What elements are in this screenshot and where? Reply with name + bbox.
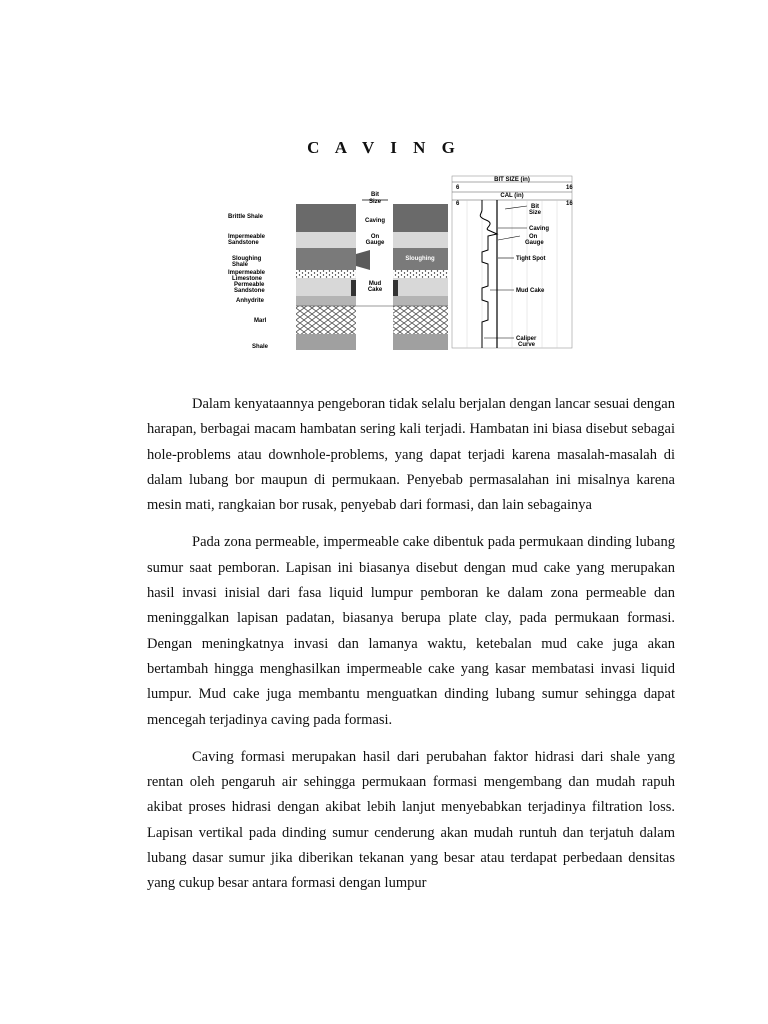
label-brittle-shale: Brittle Shale xyxy=(228,214,264,220)
label-size: Size xyxy=(368,199,382,205)
caliper-log xyxy=(452,176,573,348)
label-impermeable-2: Impermeable xyxy=(228,270,266,276)
log-max-2: 16 xyxy=(566,201,573,207)
log-label-gauge: Gauge xyxy=(525,240,544,246)
label-permeable: Permeable xyxy=(234,282,265,288)
label-cake: Cake xyxy=(367,287,383,293)
caving-figure xyxy=(220,170,580,352)
label-limestone: Limestone xyxy=(232,276,263,282)
log-label-caliper: Caliper xyxy=(516,336,537,342)
label-sloughing: Sloughing xyxy=(232,256,262,262)
label-sloughing-center: Sloughing xyxy=(405,256,435,262)
log-label-caving: Caving xyxy=(529,226,550,232)
body-text xyxy=(147,392,675,909)
sloughing-shape xyxy=(356,250,370,270)
mud-cake-left xyxy=(351,280,356,296)
label-impermeable-1: Impermeable xyxy=(228,234,266,240)
formation-column-right xyxy=(393,204,448,350)
label-anhydrite: Anhydrite xyxy=(236,298,265,304)
paragraph-2: Pada zona permeable, impermeable cake dibentuk pada permukaan dinding lubang sumur saat pemboran. Lapisan ini biasanya disebut dengan mud cake yang merupakan hasil invasi inisial dari fasa liquid lumpur pemboran ke dalam zona permeable dan meninggalkan lapisan padatan, biasanya berupa plate clay, pada permukaan formasi. Dengan meningkatnya invasi dan lamanya waktu, ketebalan mud cake juga akan bertambah hingga menghasilkan impermeable cake yang kasar membatasi invasi liquid lumpur. Mud cake juga membantu menguatkan dinding lubang sumur sehingga dapat mencegah terjadinya caving pada formasi. xyxy=(147,534,675,728)
label-shale-2: Shale xyxy=(252,344,269,350)
paragraph-3: Caving formasi merupakan hasil dari perubahan faktor hidrasi dari shale yang rentan oleh pengaruh air sehingga permukaan formasi mengembang dan mudah rapuh akibat proses hidrasi dengan akibat lebih lanjut menyebabkan terjadinya filtration loss. Lapisan vertikal pada dinding sumur cenderung akan mudah runtuh dan terjatuh dalam lubang dasar sumur jika diberikan tekanan yang besar atau terdapat perbedaan densitas yang cukup besar antara formasi dengan lumpur xyxy=(147,748,675,892)
log-bit-size-header: BIT SIZE (in) xyxy=(494,177,530,183)
log-max-1: 16 xyxy=(566,185,573,191)
paragraph-1: Dalam kenyataannya pengeboran tidak selalu berjalan dengan lancar sesuai dengan harapan, berbagai macam hambatan sering kali terjadi. Hambatan ini biasa disebut sebagai hole-problems atau downhole-problems, yang dapat terjadi karena masalah-masalah di dalam lubang bor maupun di permukaan. Penyebab permasalahan ini misalnya karena mesin mati, rangkaian bor rusak, penyebab dari formasi, dan lain sebagainya xyxy=(147,396,675,514)
log-cal-header: CAL (in) xyxy=(500,193,524,199)
label-gauge: Gauge xyxy=(365,240,385,246)
label-caving: Caving xyxy=(364,218,386,224)
log-label-bit: Bit xyxy=(531,204,539,210)
log-label-curve: Curve xyxy=(518,342,536,348)
label-bit: Bit xyxy=(371,192,379,198)
log-label-size: Size xyxy=(529,210,542,216)
log-label-mud-cake: Mud Cake xyxy=(516,288,545,294)
label-sandstone-2: Sandstone xyxy=(234,288,265,294)
label-shale-1: Shale xyxy=(232,262,249,268)
label-marl: Marl xyxy=(254,318,267,324)
page-title: C A V I N G xyxy=(307,138,461,157)
formation-column-left xyxy=(296,204,356,350)
log-label-on: On xyxy=(529,234,538,240)
log-min-2: 6 xyxy=(456,201,460,207)
label-on: On xyxy=(370,234,380,240)
log-label-tight-spot: Tight Spot xyxy=(516,256,546,262)
label-mud: Mud xyxy=(368,281,382,287)
mud-cake-right xyxy=(393,280,398,296)
label-sandstone-1: Sandstone xyxy=(228,240,259,246)
log-min-1: 6 xyxy=(456,185,460,191)
